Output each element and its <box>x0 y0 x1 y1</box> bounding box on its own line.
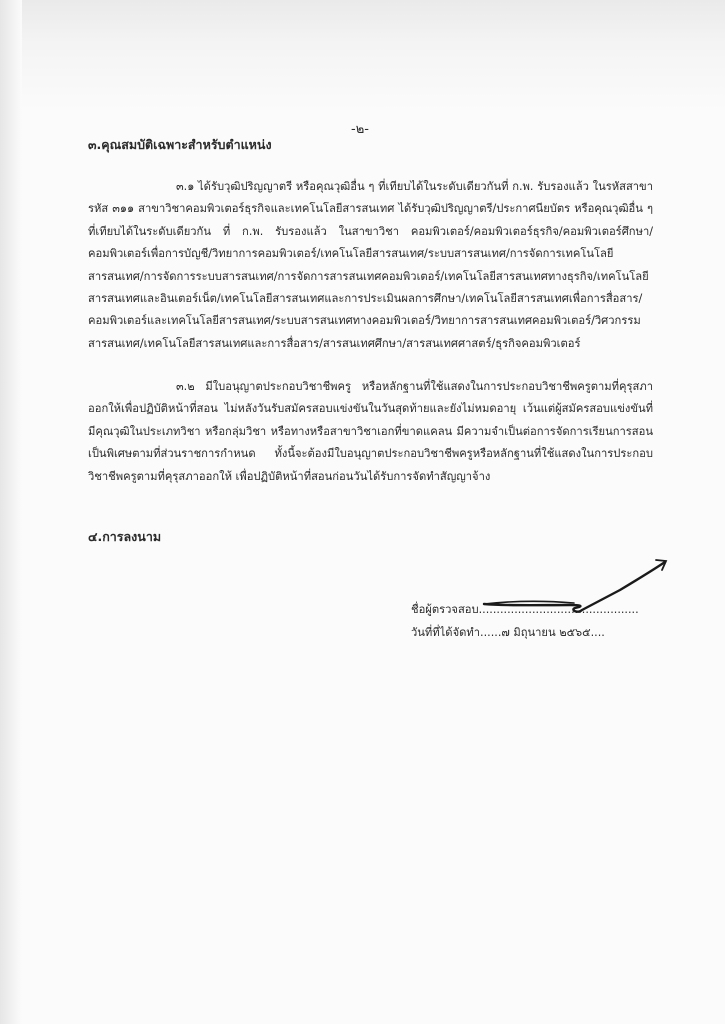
handwritten-signature <box>470 548 670 628</box>
scan-shadow-left <box>0 0 22 1024</box>
checker-name-line: ชื่อผู้ตรวจสอบ............................................. <box>411 603 639 616</box>
paragraph-3-1: ๓.๑ ได้รับวุฒิปริญญาตรี หรือคุณวุฒิอื่น ๆ ที่เทียบได้ในระดับเดียวกันที่ ก.พ. รับรองแล้ว ในรหัสสาขา รหัส ๓๑๑ สาขาวิชาคอมพิวเตอร์ธุรกิจและเทคโนโลยีสารสนเทศ ได้รับวุฒิปริญญาตรี/ประกาศนียบัตร หรือคุณวุฒิอื่น ๆ ที่เทียบได้ในระดับเดียวกัน ที่ ก.พ. รับรองแล้ว ในสาขาวิชา คอมพิวเตอร์/คอมพิวเตอร์ธุรกิจ/คอมพิวเตอร์ศึกษา/คอมพิวเตอร์เพื่อการบัญชี/วิทยาการคอมพิวเตอร์/เทคโนโลยีสารสนเทศ/ระบบสารสนเทศ/การจัดการเทคโนโลยีสารสนเทศ/การจัดการระบบสารสนเทศ/การจัดการสารสนเทศคอมพิวเตอร์/เทคโนโลยีสารสนเทศทางธุรกิจ/เทคโนโลยีสารสนเทศและอินเตอร์เน็ต/เทคโนโลยีสารสนเทศและการประเมินผลการศึกษา/เทคโนโลยีสารสนเทศเพื่อการสื่อสาร/คอมพิวเตอร์และเทคโนโลยีสารสนเทศ/ระบบสารสนเทศทางคอมพิวเตอร์/วิทยาการสารสนเทศคอมพิวเตอร์/วิศวกรรมสารสนเทศ/เทคโนโลยีสารสนเทศและการสื่อสาร/สารสนเทศศึกษา/สารสนเทศศาสตร์/ธุรกิจคอมพิวเตอร์ <box>88 180 653 350</box>
section-3-heading: ๓.คุณสมบัติเฉพาะสำหรับตำแหน่ง <box>88 137 272 152</box>
section-4-heading: ๔.การลงนาม <box>88 529 162 544</box>
page-number: -๒- <box>351 122 369 137</box>
paragraph-3-2: ๓.๒ มีใบอนุญาตประกอบวิชาชีพครู หรือหลักฐานที่ใช้แสดงในการประกอบวิชาชีพครูตามที่คุรุสภาออกให้เพื่อปฏิบัติหน้าที่สอน ไม่หลังวันรับสมัครสอบแข่งขันในวันสุดท้ายและยังไม่หมดอายุ เว้นแต่ผู้สมัครสอบแข่งขันที่มีคุณวุฒิในประเภทวิชา หรือกลุ่มวิชา หรือทางหรือสาขาวิชาเอกที่ขาดแคลน มีความจำเป็นต่อการจัดการเรียนการสอนเป็นพิเศษตามที่ส่วนราชการกำหนด ทั้งนี้จะต้องมีใบอนุญาตประกอบวิชาชีพครูหรือหลักฐานที่ใช้แสดงในการประกอบวิชาชีพครูตามที่คุรุสภาออกให้ เพื่อปฏิบัติหน้าที่สอนก่อนวันได้รับการจัดทำสัญญาจ้าง <box>88 380 653 483</box>
scan-shadow-top <box>0 0 725 110</box>
prepared-date-line: วันที่ที่ได้จัดทำ......๗ มิถุนายน ๒๕๖๕.... <box>411 626 605 639</box>
